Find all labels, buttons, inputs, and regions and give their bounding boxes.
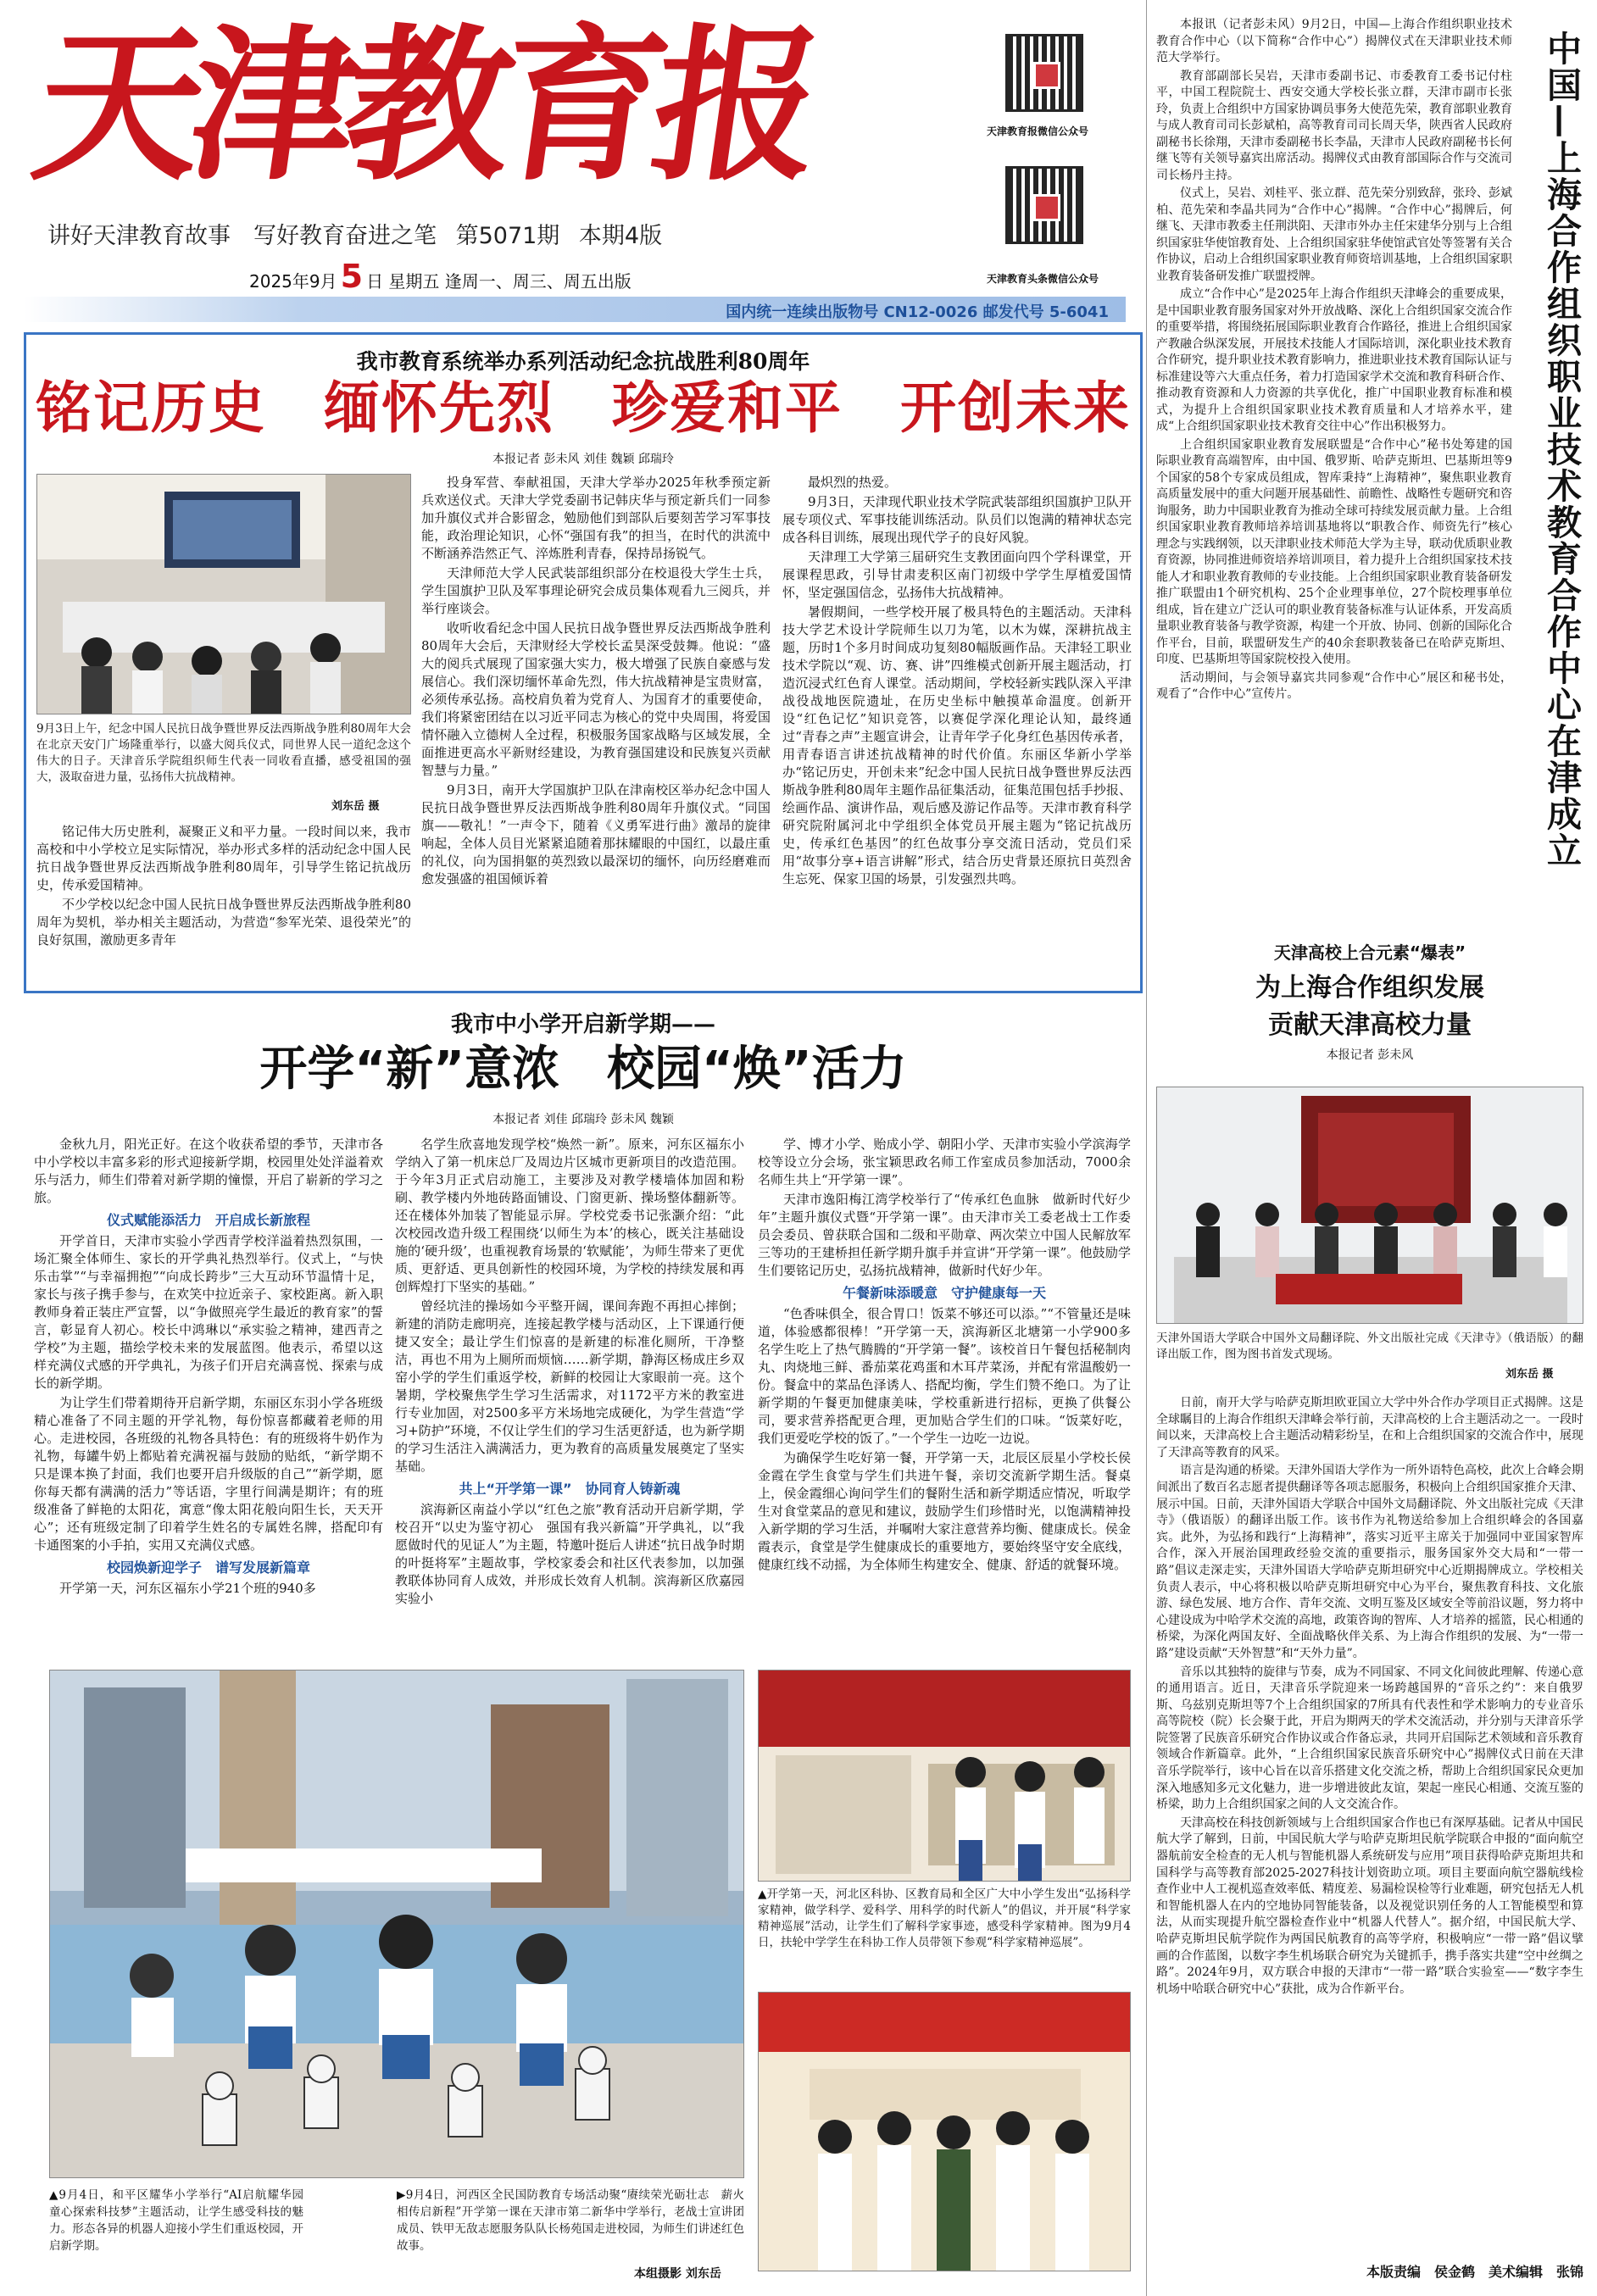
veteran-photo-caption: ▶9月4日，河西区全民国防教育专场活动聚“赓续荣光砺壮志 薪火相传启新程”开学第一课在天津市第二新华中学举行，老战士宣讲团成员、铁甲无敌志愿服务队队长杨苑国走进校园，为师生们讲述红色故事。 bbox=[397, 2188, 744, 2253]
second-col2-p2: 曾经坑洼的操场如今平整开阔，课间奔跑不再担心摔倒；新建的消防走廊明亮，连接起教学楼与活动区，上下课通行便捷又安全；最让学生们惊喜的是新建的标准化厕所，干净整洁，再也不用为上厕所而烦恼……新学期，静海区杨成庄乡双窑小学的学生们重返学校，新鲜的校园让大家眼前一亮。这个暑期，学校聚焦学生学习生活需求，对1172平方米的教室进行专业加固，对2500多平方米场地完成硬化，为学生营造“学习+防护”环境，不仅让学生们的学习生活更舒适，也为新学期的学习生活注入满满活力，更为教育的高质量发展奠定了坚实基础。 bbox=[395, 1298, 744, 1474]
qr1-label: 天津教育报微信公众号 bbox=[987, 125, 1089, 137]
right-vertical-title: 中国—上海合作组织职业技术教育合作中心在津成立 bbox=[1541, 31, 1582, 869]
second-col1-intro: 金秋九月，阳光正好。在这个收获希望的季节，天津市各中小学校以丰富多彩的形式迎接新学期，校园里处处洋溢着欢乐与活力，师生们带着对新学期的憧憬，开启了崭新的学习之旅。 bbox=[34, 1137, 383, 1205]
book-launch-caption: 天津外国语大学联合中国外文局翻译院、外文出版社完成《天津寺》（俄语版）的翻译出版工作，图为图书首发式现场。 bbox=[1156, 1331, 1583, 1361]
lead-col1-p2: 不少学校以纪念中国人民抗日战争暨世界反法西斯战争胜利80周年为契机，举办相关主题活动，为营造“参军光荣、退役荣光”的良好氛围，激励更多青年 bbox=[36, 897, 411, 948]
serial-bar bbox=[24, 297, 1126, 322]
issue-number: 第5071期 bbox=[455, 223, 560, 249]
right-p1: 本报讯（记者彭未风）9月2日，中国—上海合作组织职业技术教育合作中心（以下简称“合作中心”）揭牌仪式在天津职业技术师范大学举行。 bbox=[1156, 18, 1512, 64]
second-col3-p3: “色香味俱全，很合胃口！饭菜不够还可以添。”“不管量还是味道，体验感都很棒！”开学第一天，滨海新区北塘第一小学900多名学生吃上了热气腾腾的“开学第一餐”。该校首日午餐包括秘制肉丸、肉烧地三鲜、番茄菜花鸡蛋和木耳芹菜汤，并配有常温酸奶一份。餐盒中的菜品色泽诱人、搭配均衡，学生们赞不绝口。为了让新学期的午餐更加健康美味，学校重新进行招标，更换了供餐公司，要求营养搭配更合理，更加贴合学生们的口味。“饭菜好吃，我们更爱吃学校的饭了。”一个学生一边吃一边说。 bbox=[758, 1306, 1131, 1446]
second-story bbox=[24, 1000, 1143, 2288]
serial-number: 国内统一连续出版物号 CN12-0026 邮发代号 5-6041 bbox=[726, 303, 1109, 321]
date-rest: 日 星期五 逢周一、周三、周五出版 bbox=[366, 271, 632, 292]
right-article-text bbox=[1156, 17, 1512, 915]
date-day: 5 bbox=[340, 258, 364, 295]
lead-story-box bbox=[24, 332, 1143, 993]
right-column bbox=[1149, 0, 1597, 2296]
masthead bbox=[23, 8, 1012, 337]
right-headline-1: 为上海合作组织发展 bbox=[1255, 973, 1484, 1003]
robot-photo-illustration bbox=[50, 1671, 744, 2178]
second-col1-p3: 为让学生们带着期待开启新学期，东丽区东羽小学各班级精心准备了不同主题的开学礼物，每份惊喜都藏着老师的用心。走进校园，各班级的礼物各具特色：有的班级将牛奶作为礼物，每罐牛奶上都贴着充满祝福与鼓励的贴纸，“新学期不只是课本换了封面，我们也要开启升级版的自己”“新学期，愿你每天都有满满的活力”等话语，字里行间满是期许；有的班级准备了鲜艳的太阳花，寓意“像太阳花般向阳生长，天天开心”；还有班级定制了印着学生姓名的专属姓名牌，搭配印有卡通图案的小手拍，实用又充满仪式感。 bbox=[34, 1395, 383, 1553]
lead-col2-p1: 投身军营、奉献祖国，天津大学举办2025年秋季预定新兵欢送仪式。天津大学党委副书记韩庆华与预定新兵们一同参加升旗仪式并合影留念，勉励他们到部队后要刻苦学习军事技能，政治理论知识，心怀“强国有我”的担当，在时代的洪流中不断涵养浩然正气、淬炼胜利青春，保持昂扬锐气。 bbox=[421, 475, 771, 561]
book-launch-photo bbox=[1156, 1087, 1583, 1324]
second-col3-p2: 天津市逸阳梅江湾学校举行了“传承红色血脉 做新时代好少年”主题升旗仪式暨“开学第一课”。由天津市关工委老战士工作委员会委员、曾获联合国和二级和平勋章、两次荣立中国人民解放军三等功的王建桥担任新学期升旗手并宣讲“开学第一课”。他鼓励学生们要铭记历史，弘扬抗战精神，做新时代好少年。 bbox=[758, 1192, 1131, 1278]
second-kicker: 我市中小学开启新学期—— bbox=[450, 1012, 715, 1037]
right2-p1: 日前，南开大学与哈萨克斯坦欧亚国立大学中外合作办学项目正式揭牌。这是全球瞩目的上海合作组织天津峰会举行前，天津高校的上合主题活动之一。一段时间以来，天津高校上合主题活动精彩纷呈，在和上合组织国家的交流合作中，展现了天津高等教育的风采。 bbox=[1156, 1396, 1583, 1459]
right2-p2: 语言是沟通的桥梁。天津外国语大学作为一所外语特色高校，此次上合峰会期间派出了数百名志愿者提供翻译等各项志愿服务，积极向上合组织国家推介天津、展示中国。日前，天津外国语大学联合中国外文局翻译院、外文出版社完成《天津寺》（俄语版）的翻译出版工作。该书作为礼物送给参加上合组织峰会的各国嘉宾。此外，为弘扬和践行“上海精神”，落实习近平主席关于加强同中亚国家智库合作，深入开展治国理政经验交流的重要指示，服务国家外交大局和“一带一路”倡议走深走实，天津外国语大学哈萨克斯坦研究中心近期揭牌成立。学校相关负责人表示，中心将积极以哈萨克斯坦研究中心为平台，聚焦教育科技、文化旅游、绿色发展、地方合作、青年交流、文明互鉴及区域安全等前沿议题，努力将中心建设成为中哈学术交流的高地，政策咨询的智库、人才培养的摇篮，民心相通的桥梁，为深化两国友好、全面战略伙伴关系、为上海合作组织的发展、为“一带一路”建设贡献“天外智慧”和“天外力量”。 bbox=[1156, 1464, 1583, 1660]
second-col-3 bbox=[758, 1136, 1131, 1644]
masthead-date bbox=[249, 258, 632, 295]
second-headline: 开学“新”意浓 校园“焕”活力 bbox=[259, 1042, 907, 1097]
second-byline: 本报记者 刘佳 邱瑞玲 彭未风 魏颖 bbox=[492, 1113, 674, 1126]
book-launch-illustration bbox=[1157, 1087, 1583, 1324]
lead-col2-p2: 天津师范大学人民武装部组织部分在校退役大学生士兵，学生国旗护卫队及军事理论研究会成员集体观看九三阅兵，并举行座谈会。 bbox=[421, 565, 771, 616]
right-p3: 仪式上，吴岩、刘桂平、张立群、范先荣分别致辞，张玲、彭斌柏、范先荣和李晶共同为“合作中心”揭牌。“合作中心”揭牌后，何继飞、天津市教委主任荆洪阳、天津市外办主任宋建华分别与上合组织国家驻华使馆教育处、上合组织国家驻华使馆武官处等签署有关合作协议，启动上合组织国家职业教育师资培训基地，上合组织国家职业教育装备研发推广联盟授牌。 bbox=[1156, 186, 1512, 283]
robot-photo bbox=[49, 1670, 744, 2178]
classroom-photo-illustration bbox=[37, 475, 411, 714]
second-subhead-1: 仪式赋能添活力 开启成长新旅程 bbox=[106, 1212, 310, 1228]
lead-col3-p1: 最炽烈的热爱。 bbox=[808, 475, 898, 490]
second-subhead-3: 共上“开学第一课” 协同育人铸新魂 bbox=[459, 1481, 681, 1497]
right2-p3: 音乐以其独特的旋律与节奏，成为不同国家、不同文化间彼此理解、传递心意的通用语言。近日，天津音乐学院迎来一场跨越国界的“音乐之约”：来自俄罗斯、乌兹别克斯坦等7个上合组织国家的7所具有代表性和学术影响力的专业音乐高等院校（院）长会聚于此，开启为期两天的学术交流活动，并分别与天津音乐学院签署了民族音乐研究合作协议或合作备忘录，共同开启国际艺术领域和音乐教育领域合作新篇章。此外，“上合组织国家民族音乐研究中心”揭牌仪式日前在天津音乐学院举行，该中心旨在以音乐搭建文化交流之桥，帮助上合组织国家民众更加深入地感知多元文化魅力，进一步增进彼此友谊，架起一座民心相通、交流互鉴的桥梁，助力上合组织国家之间的人文交流合作。 bbox=[1156, 1665, 1583, 1812]
lead-col3-p4: 暑假期间，一些学校开展了极具特色的主题活动。天津科技大学艺术设计学院师生以刀为笔，以木为媒，深耕抗战主题，历时1个多月时间成功复刻80幅版画作品。天津轻工职业技术学院以“观、访、赛、讲”四维模式创新开展主题活动，打造沉浸式红色育人课堂。活动期间，学校轻新实践队深入平津战役战地医院遗址，在历史坐标中触摸革命温度。创新开设“红色记忆”知识竞答，以赛促学深化理论认知，最终通过“青春之声”主题宣讲会，让青年学子化身红色基因传承者，用青春语言讲述抗战精神的时代价值。东丽区华新小学举办“铭记历史，开创未来”纪念中国人民抗日战争暨世界反法西斯战争胜利80周年主题作品征集活动，征集范围包括手抄报、绘画作品、演讲作品，观后感及游记作品等。天津市教育科学研究院附属河北中学组织全体党员开展主题为“铭记抗战历史，传承红色基因”的红色故事分享交流日活动，党员们采用“故事分享+语言讲解”形式，结合历史背景还原抗日英烈舍生忘死、保家卫国的场景，引发强烈共鸣。 bbox=[782, 604, 1132, 887]
lead-headline: 铭记历史 缅怀先烈 珍爱和平 开创未来 bbox=[36, 375, 1131, 441]
page-count: 本期4版 bbox=[578, 223, 663, 249]
lead-photo-caption: 9月3日上午，纪念中国人民抗日战争暨世界反法西斯战争胜利80周年大会在北京天安门广场隆重举行，以盛大阅兵仪式，同世界人民一道纪念这个伟大的日子。天津音乐学院组织师生代表一同收看直播，感受祖国的强大，汲取奋进力量，弘扬伟大抗战精神。 bbox=[36, 722, 411, 784]
qr-code-2 bbox=[1005, 166, 1083, 244]
right-byline: 本报记者 彭未风 bbox=[1326, 1048, 1414, 1062]
veteran-photo-illustration bbox=[759, 1993, 1131, 2271]
date-month: 2025年9月 bbox=[249, 271, 337, 292]
qr-code-1 bbox=[1005, 34, 1083, 112]
photo-group-credit: 本组摄影 刘东岳 bbox=[634, 2267, 721, 2281]
right2-p4: 天津高校在科技创新领域与上合组织国家合作也已有深厚基础。记者从中国民航大学了解到，日前，中国民航大学与哈萨克斯坦民航学院联合申报的“面向航空器航前安全检查的无人机与智能机器人系统研发与应用”项目获得哈萨克斯坦共和国科学与高等教育部2025-2027科技计划资助立项。项目主要面向航空器航线检查作业中人工视机巡查效率低、精度差、易漏检误检等行业难题，研究包括无人机和智能机器人在内的空地协同智能装备，以及视觉识别任务的人工智能模型和算法，从而实现提升航空器检查作业中“机器人代替人”。据介绍，中国民航大学、哈萨克斯坦民航学院作为两国民航教育的高等学府，积极响应“一带一路”倡议擘画的合作蓝图，以数字李生机场联合研究为关键抓手，携手落实共建“空中丝绸之路”。2024年9月，双方联合申报的天津市“一带一路”联合实验室——“数字李生机场中哈联合研究中心”获批，成为合作新平台。 bbox=[1156, 1815, 1583, 1996]
second-col1-p4: 开学第一天，河东区福东小学21个班的940多 bbox=[59, 1581, 316, 1596]
lead-byline: 本报记者 彭未风 刘佳 魏颖 邱瑞玲 bbox=[492, 453, 674, 466]
lead-col3-p3: 天津理工大学第三届研究生支教团面向四个学科课堂，开展课程思政，引导甘肃麦积区南门初级中学学生厚植爱国情怀，坚定强国信念，弘扬伟大抗战精神。 bbox=[782, 549, 1132, 600]
lead-photo-credit: 刘东岳 摄 bbox=[331, 800, 380, 813]
science-photo-illustration bbox=[759, 1671, 1131, 1882]
right-p4: 成立“合作中心”是2025年上海合作组织天津峰会的重要成果，是中国职业教育服务国家对外开放战略、深化上合组织国家交流合作的重要举措，将围绕拓展国际职业教育合作路径，推进上合组织国家产教融合纵深发展，开展技术技能人才国际培训，深化职业技术教育合作研究，提升职业技术教育影响力，推进职业技术教育国际认证与标准建设等六大重点任务，着力打造国家学术交流和教育科研合作、推动教育资源和人力资源的共享优化，推广中国职业教育标准和模式，为提升上合组织国家职业技术教育质量和人才培养水平，建成“上合组织国家职业技术教育交往中心”作出积极努力。 bbox=[1156, 287, 1512, 433]
second-col1-p2: 开学首日，天津市实验小学西青学校洋溢着热烈氛围，一场汇聚全体师生、家长的开学典礼热烈举行。仪式上，“与快乐击掌”“与幸福拥抱”“向成长跨步”三大互动环节温情十足，家长与孩子携手参与，在欢笑中拉近亲子、家校距离。新入职教师身着正装庄严宣誓，以“争做照亮学生最近的教育家”的誓言，彰显育人初心。校长中鸿琳以“承实验之精神，建西青之学校”为主题，描绘学校未来的发展蓝图。他表示，希望以这样充满仪式感的开学典礼，为孩子们开启充满喜悦、探索与成长的新学期。 bbox=[34, 1233, 383, 1391]
lead-col3-p2: 9月3日，天津现代职业技术学院武装部组织国旗护卫队开展专项仪式、军事技能训练活动。队员们以饱满的精神状态完成各科目训练，展现出现代学子的良好风貌。 bbox=[782, 494, 1132, 545]
masthead-slogan bbox=[47, 217, 662, 250]
lead-col1-p1: 铭记伟大历史胜利，凝聚正义和平力量。一段时间以来，我市高校和中小学校立足实际情况，举办形式多样的活动纪念中国人民抗日战争暨世界反法西斯战争胜利80周年，引导学生铭记抗战历史，传承爱国精神。 bbox=[36, 824, 411, 892]
lead-col2-p4: 9月3日，南开大学国旗护卫队在津南校区举办纪念中国人民抗日战争暨世界反法西斯战争胜利80周年升旗仪式。“同国旗——敬礼！”一声令下，随着《义勇军进行曲》激昂的旋律响起，全体人员目光紧紧追随着那抹耀眼的中国红，以最庄重的礼仪，向为国捐躯的英烈致以最深切的缅怀，向历经磨难而愈发强盛的祖国倾诉着 bbox=[421, 782, 771, 887]
second-subhead-2: 校园焕新迎学子 谱写发展新篇章 bbox=[106, 1559, 310, 1576]
lead-col-3 bbox=[782, 474, 1132, 989]
right-p2: 教育部副部长吴岩，天津市委副书记、市委教育工委书记付柱平，中国工程院院士、西安交通大学校长张立群，天津市副市长张玲，负责上合组织中方国家协调员事务大使范先荣，教育部职业教育与成人教育司司长彭斌柏，高等教育司司长周天华，陕西省人民政府副秘书长徐翔，天津市委副秘书长李晶，天津市人民政府副秘书长何继飞等有关领导嘉宾出席活动。揭牌仪式由教育部国际合作与交流司司长杨丹主持。 bbox=[1156, 69, 1512, 182]
right-p6: 活动期间，与会领导嘉宾共同参观“合作中心”展区和秘书处，观看了“合作中心”宣传片。 bbox=[1156, 670, 1512, 701]
second-subhead-4: 午餐新味添暖意 守护健康每一天 bbox=[842, 1285, 1046, 1301]
column-divider bbox=[1146, 0, 1147, 2296]
right-headline-2: 贡献天津高校力量 bbox=[1268, 1010, 1472, 1040]
right-article2-text bbox=[1156, 1395, 1583, 2243]
robot-photo-caption: ▲9月4日，和平区耀华小学举行“AI启航耀华园 童心探索科技梦”主题活动，让学生感受科技的魅力。形态各异的机器人迎接小学生们重返校园，开启新学期。 bbox=[49, 2188, 315, 2253]
book-launch-credit: 刘东岳 摄 bbox=[1505, 1368, 1554, 1381]
slogan-text: 讲好天津教育故事 写好教育奋进之笔 bbox=[47, 223, 437, 249]
science-photo-caption: ▲开学第一天，河北区科协、区教育局和全区广大中小学生发出“弘扬科学家精神，做学科学、爱科学、用科学的时代新人”的倡议，并开展“科学家精神巡展”活动，让学生们了解科学家事迹，感受科学家精神。图为9月4日，扶轮中学学生在科协工作人员带领下参观“科学家精神巡展”。 bbox=[758, 1887, 1131, 1949]
second-col2-p1: 名学生欣喜地发现学校“焕然一新”。原来，河东区福东小学纳入了第一机床总厂及周边片区城市更新项目的改造范围。于今年3月正式启动施工，主要涉及对教学楼墙体加固和粉刷、教学楼内外地砖路面铺设、门窗更新、操场整体翻新等。还在楼体外加装了智能显示屏。学校党委书记张灏介绍：“此次校园改造升级工程围绕‘以师生为本’的核心，既关注基础设施的‘硬升级’，也重视教育场景的‘软赋能’，为师生带来了更优质、更舒适、更具创新性的校园环境，为学校的持续发展和再创辉煌打下坚实的基础。” bbox=[395, 1137, 744, 1294]
science-exhibit-photo bbox=[758, 1670, 1131, 1882]
newspaper-title: 天津教育报 bbox=[23, 8, 823, 203]
lead-col-1 bbox=[36, 823, 411, 989]
second-col3-p4: 为确保学生吃好第一餐，开学第一天，北辰区辰星小学校长侯金霞在学生食堂与学生们共进午餐，亲切交流新学期生活。餐桌上，侯金霞细心询问学生们的餐附生活和新学期适应情况，听取学生对食堂菜品的意见和建议，鼓励学生们珍惜时光，以饱满精神投入新学期的学习生活，并嘱咐大家注意营养均衡、健康成长。侯金霞表示，食堂是学生健康成长的重要地方，要始终坚守安全底线，健康红线不动摇，为全体师生构建安全、健康、舒适的就餐环境。 bbox=[758, 1450, 1131, 1572]
right-kicker: 天津高校上合元素“爆表” bbox=[1273, 942, 1466, 963]
lead-col-2 bbox=[421, 474, 771, 989]
lead-photo bbox=[36, 474, 411, 714]
second-col2-p3: 滨海新区南益小学以“红色之旅”教育活动开启新学期，学校召开“以史为鉴守初心 强国有我兴新篇”开学典礼，以“我愿做时代的见证人”为主题，特邀叶挺后人讲述“抗日战争时期的叶挺将军”主题故事，学校家委会和社区代表参加，以加强教联体协同育人成效，并形成长效育人机制。滨海新区欣嘉园实验小 bbox=[395, 1502, 744, 1606]
second-col3-p1: 学、博才小学、贻成小学、朝阳小学、天津市实验小学滨海学校等设立分会场，张宝颖思政名师工作室成员参加活动，7000余名师生共上“开学第一课”。 bbox=[758, 1137, 1131, 1187]
qr2-label: 天津教育头条微信公众号 bbox=[987, 273, 1099, 285]
veteran-photo bbox=[758, 1992, 1131, 2271]
right-p5: 上合组织国家职业教育发展联盟是“合作中心”秘书处筹建的国际职业教育高端智库，由中国、俄罗斯、哈萨克斯坦、巴基斯坦等9个国家的58个专家成员组成，智库秉持“上海精神”，聚焦职业教育高质量发展中的重大问题开展基础性、前瞻性、战略性专题研究和咨询服务，助力中国职业教育为推动全球可持续发展贡献力量。上合组织国家职业教育教师培养培训基地将以“职教合作、师资先行”核心理念与实践纲领，以天津职业技术师范大学为主导，联动优质职业教育资源，协同推进师资培养培训项目，着力提升上合组织国家技术技能人才和职业教育教师的专业技能。上合组织国家职业教育装备研发推广联盟由1个研究机构、25个企业理事单位，27个院校理事单位组成，旨在建立广泛认可的职业教育装备标准与认证体系，开发高质量职业教育装备与教学资源，构建一个开放、协同、创新的国际化合作平台，目前，联盟研发生产的40余套职教装备已在哈萨克斯坦、印度、巴基斯坦等国家院校投入使用。 bbox=[1156, 437, 1512, 666]
lead-kicker: 我市教育系统举办系列活动纪念抗战胜利80周年 bbox=[356, 349, 810, 374]
page-editors: 本版责编 侯金鹤 美术编辑 张锦 bbox=[1366, 2264, 1583, 2280]
lead-col2-p3: 收听收看纪念中国人民抗日战争暨世界反法西斯战争胜利80周年大会后，天津财经大学校长孟昊深受鼓舞。他说：“盛大的阅兵式展现了国家强大实力，极大增强了民族自豪感与发展信心。我们深切缅怀革命先烈，伟大抗战精神是宝贵财富，必须传承弘扬。高校肩负着为党育人、为国育才的重要使命，我们将紧密团结在以习近平同志为核心的党中央周围，将爱国情怀融入立德树人全过程，积极服务国家战略与区域发展，全面推进更高水平新财经建设，为教育强国建设和民族复兴贡献智慧与力量。” bbox=[421, 620, 771, 778]
